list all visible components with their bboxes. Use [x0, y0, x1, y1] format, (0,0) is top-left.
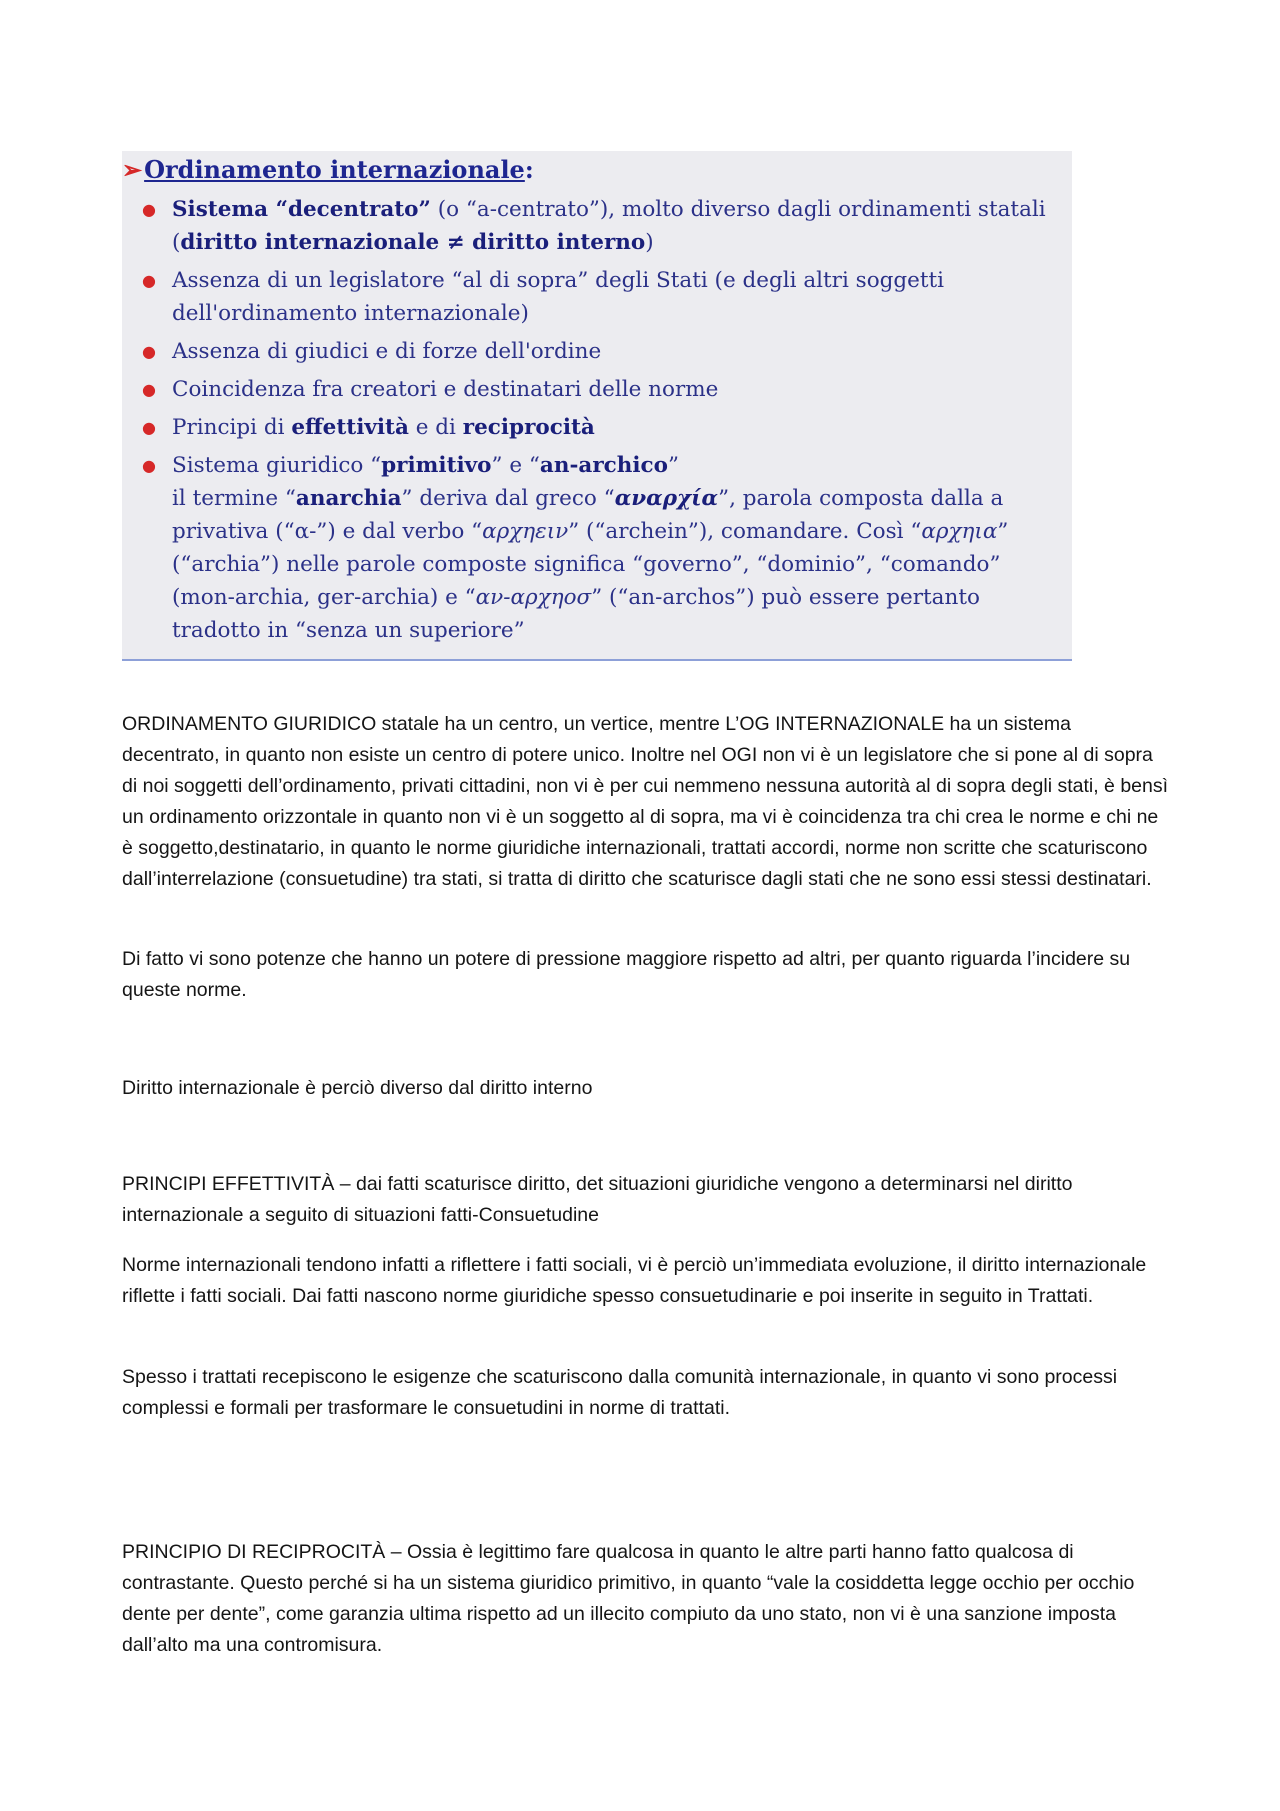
bullet-icon: ●: [142, 380, 156, 399]
slide-item: ● Coincidenza fra creatori e destinatari delle norme: [142, 373, 1062, 406]
paragraph-trattati: Spesso i trattati recepiscono le esigenze che scaturiscono dalla comunità internazionale, in quanto vi sono processi complessi e formali per trasformare le consuetudini in norme di trattati.: [122, 1366, 1118, 1419]
paragraph-ordinamento: ORDINAMENTO GIURIDICO statale ha un centro, un vertice, mentre L’OG INTERNAZIONALE ha un sistema decentrato, in quanto non esiste un centro di potere unico. Inoltre nel OGI non vi è un legislatore che si pone al di sopra di noi soggetti dell’ordinamento, privati cittadini, non vi è per cui nemmeno nessuna autorità al di sopra degli stati, è bensì un ordinamento orizzontale in quanto non vi è un soggetto al di sopra, ma vi è coincidenza tra chi crea le norme e chi ne è soggetto,destinatario, in quanto le norme giuridiche internazionali, trattati accordi, norme non scritte che scaturiscono dall’interrelazione (consuetudine) tra stati, si tratta di diritto che scaturisce dagli stati che ne sono essi stessi destinatari.: [122, 713, 1169, 890]
paragraph-diritto-diverso: Diritto internazionale è perciò diverso dal diritto interno: [122, 1077, 593, 1099]
slide-item: ● Assenza di giudici e di forze dell'ordine: [142, 335, 1062, 368]
slide-bullet-list: [142, 193, 1062, 652]
paragraph-potenze: Di fatto vi sono potenze che hanno un potere di pressione maggiore rispetto ad altri, per quanto riguarda l’incidere su queste norme.: [122, 948, 1131, 1001]
arrow-bullet-icon: ➢: [122, 155, 143, 184]
slide-item: ● Assenza di un legislatore “al di sopra” degli Stati (e degli altri soggetti dell'ordinamento internazionale): [142, 264, 1062, 330]
bullet-icon: ●: [142, 271, 156, 290]
paragraph-norme-internazionali: Norme internazionali tendono infatti a riflettere i fatti sociali, vi è perciò un’immediata evoluzione, il diritto internazionale riflette i fatti sociali. Dai fatti nascono norme giuridiche spesso consuetudinarie e poi inserite in seguito in Trattati.: [122, 1254, 1147, 1307]
bullet-icon: ●: [142, 342, 156, 361]
paragraph-effettivita: PRINCIPI EFFETTIVITÀ – dai fatti scaturisce diritto, det situazioni giuridiche vengono a determinarsi nel diritto internazionale a seguito di situazioni fatti-Consuetudine: [122, 1173, 1073, 1226]
paragraph-reciprocita: PRINCIPIO DI RECIPROCITÀ – Ossia è legittimo fare qualcosa in quanto le altre parti hanno fatto qualcosa di contrastante. Questo perché si ha un sistema giuridico primitivo, in quanto “vale la cosiddetta legge occhio per occhio dente per dente”, come garanzia ultima rispetto ad un illecito compiuto da uno stato, non vi è una sanzione imposta dall’alto ma una contromisura.: [122, 1541, 1135, 1656]
slide-item: ● Sistema “decentrato” (o “a-centrato”), molto diverso dagli ordinamenti statali (diritto internazionale ≠ diritto interno): [142, 193, 1062, 259]
bullet-icon: ●: [142, 456, 156, 475]
slide-title: ➢Ordinamento internazionale:: [122, 155, 534, 184]
slide-item: ● Sistema giuridico “primitivo” e “an-archico” il termine “anarchia” deriva dal greco “αναρχία”, parola composta dalla a privativa (“α-”) e dal verbo “αρχηειν” (“archein”), comandare. Così “αρχηια” (“archia”) nelle parole composte significa “governo”, “dominio”, “comando” (mon-archia, ger-archia) e “αν-αρχηοσ” (“an-archos”) può essere pertanto tradotto in “senza un superiore”: [142, 449, 1062, 647]
bullet-icon: ●: [142, 200, 156, 219]
slide-image: [122, 151, 1072, 661]
bullet-icon: ●: [142, 418, 156, 437]
slide-item: ● Principi di effettività e di reciprocità: [142, 411, 1062, 444]
